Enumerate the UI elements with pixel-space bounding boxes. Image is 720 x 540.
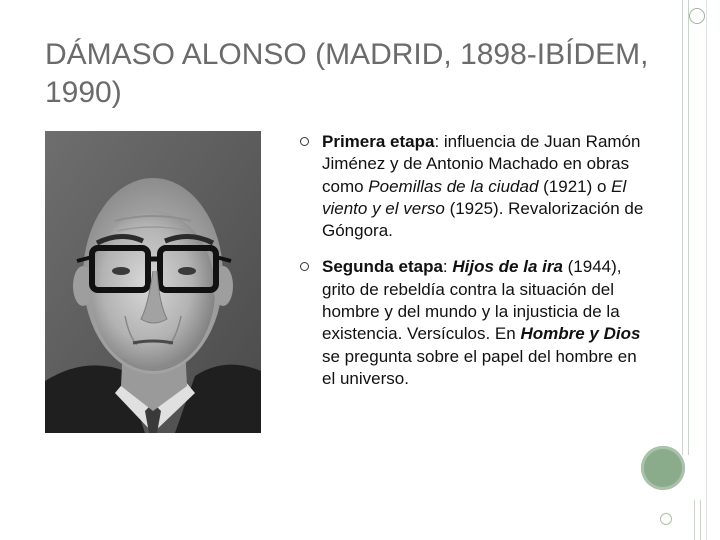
work-title: Poemillas de la ciudad bbox=[368, 176, 539, 196]
work-title: Hombre y Dios bbox=[520, 324, 641, 344]
decorative-line bbox=[694, 500, 695, 540]
bullet-lead: Segunda etapa bbox=[322, 257, 443, 277]
bullet-lead: Primera etapa bbox=[322, 132, 435, 151]
work-title: El viento y el verso bbox=[322, 176, 627, 218]
decorative-line bbox=[688, 0, 689, 455]
bullet-text: (1944), grito de rebeldía contra la situación del hombre y del mundo y la injusticia de la existencia. Versículos. En bbox=[322, 257, 622, 344]
decorative-circle-small bbox=[689, 8, 705, 24]
bullet-primera-etapa bbox=[300, 131, 645, 242]
bullet-text: (1921) o bbox=[538, 176, 612, 196]
decorative-circle-ring bbox=[660, 513, 672, 525]
bullet-text: : bbox=[442, 257, 453, 277]
bullet-text: se pregunta sobre el papel del hombre en el universo. bbox=[322, 346, 637, 388]
decorative-circle-green bbox=[641, 446, 685, 490]
decorative-line bbox=[682, 0, 683, 455]
bullet-text: : influencia de Juan Ramón Jiménez y de Antonio Machado en obras como bbox=[322, 132, 641, 196]
bullet-circle-icon bbox=[300, 137, 309, 146]
portrait-image bbox=[45, 131, 261, 433]
decorative-line bbox=[700, 500, 701, 540]
decorative-line bbox=[706, 0, 707, 540]
bullet-segunda-etapa bbox=[300, 256, 645, 390]
bullet-list bbox=[300, 131, 645, 404]
bullet-text: (1925). Revalorización de Góngora. bbox=[322, 198, 644, 241]
portrait-photo bbox=[45, 131, 261, 433]
work-title: Hijos de la ira bbox=[452, 257, 563, 277]
bullet-circle-icon bbox=[300, 262, 309, 271]
slide-title: DÁMASO ALONSO (MADRID, 1898-IBÍDEM, 1990) bbox=[45, 38, 649, 109]
